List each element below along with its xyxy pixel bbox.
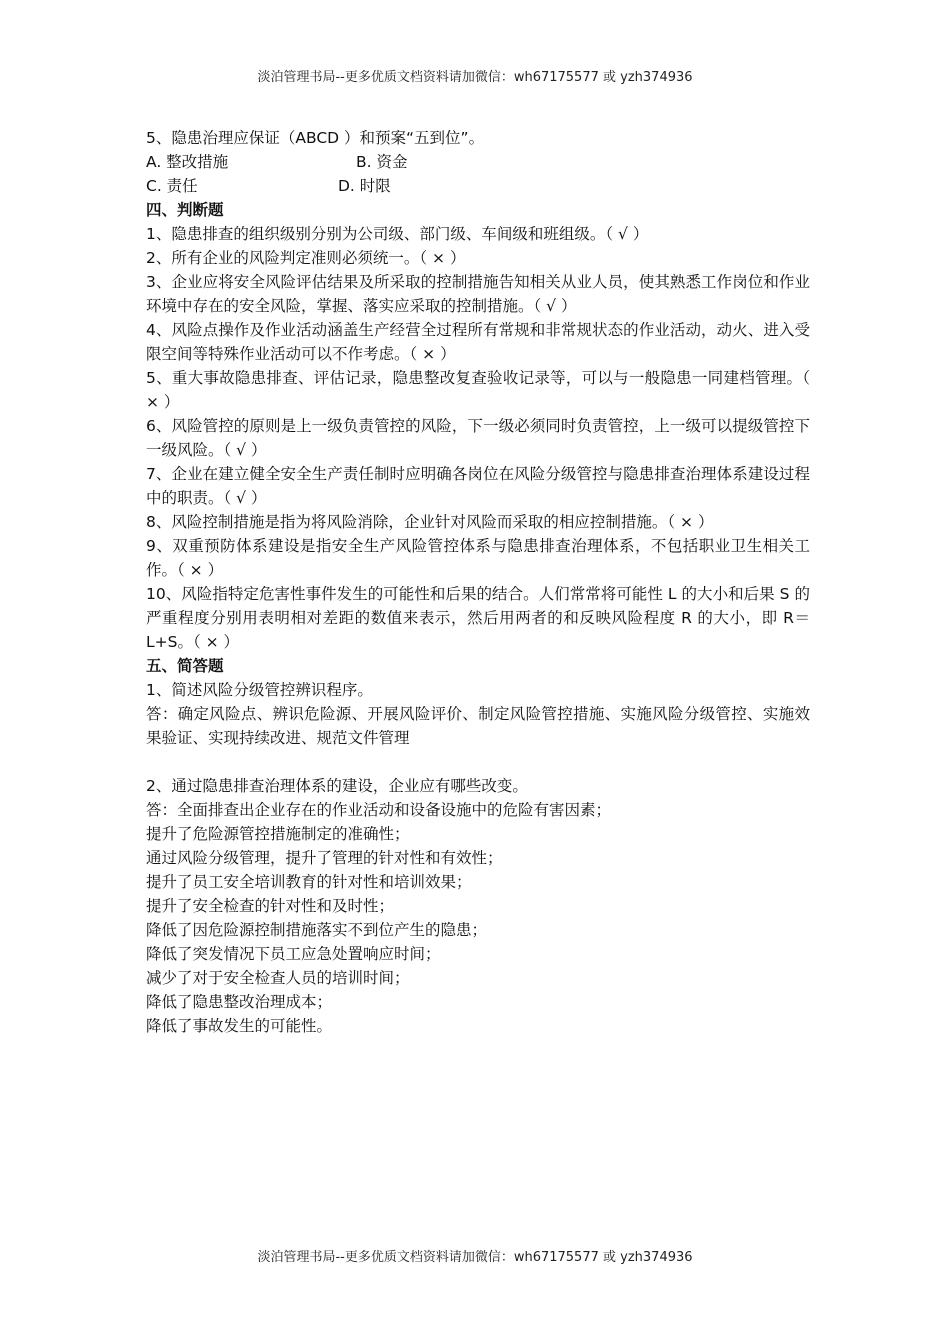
judge-item-7: 7、企业在建立健全安全生产责任制时应明确各岗位在风险分级管控与隐患排查治理体系建设过程中的职责。（ √ ） [146, 465, 810, 507]
page-footer: 淡泊管理书局--更多优质文档资料请加微信：wh67175577 或 yzh374936 [257, 1250, 693, 1265]
option-d: D. 时限 [338, 177, 391, 195]
short-question-2: 2、通过隐患排查治理体系的建设，企业应有哪些改变。 [146, 777, 528, 795]
short-answer-2-line: 降低了因危险源控制措施落实不到位产生的隐患； [146, 921, 488, 939]
short-answer-2-line: 降低了隐患整改治理成本； [146, 993, 333, 1011]
option-c: C. 责任 [146, 177, 198, 195]
option-a: A. 整改措施 [146, 153, 229, 171]
short-answer-2-line: 降低了事故发生的可能性。 [146, 1017, 333, 1035]
short-answer-1: 答：确定风险点、辨识危险源、开展风险评价、制定风险管控措施、实施风险分级管控、实施效果验证、实现持续改进、规范文件管理 [146, 705, 810, 747]
paragraph-gap [146, 750, 810, 774]
judge-item-6: 6、风险管控的原则是上一级负责管控的风险，下一级必须同时负责管控，上一级可以提级管控下一级风险。（ √ ） [146, 417, 810, 459]
page-header: 淡泊管理书局--更多优质文档资料请加微信：wh67175577 或 yzh374936 [257, 70, 693, 85]
section-heading-judge: 四、判断题 [146, 201, 224, 219]
judge-item-2: 2、所有企业的风险判定准则必须统一。（ × ） [146, 249, 466, 267]
choice-options-row-1 [146, 150, 810, 174]
judge-item-1: 1、隐患排查的组织级别分别为公司级、部门级、车间级和班组级。（ √ ） [146, 225, 649, 243]
short-answer-2-line: 通过风险分级管理，提升了管理的针对性和有效性； [146, 849, 503, 867]
choice-options-row-2 [146, 174, 810, 198]
short-answer-2-line: 提升了危险源管控措施制定的准确性； [146, 825, 410, 843]
short-question-1: 1、简述风险分级管控辨识程序。 [146, 681, 373, 699]
short-answer-2-line: 提升了安全检查的针对性和及时性； [146, 897, 395, 915]
document-body [146, 126, 810, 1038]
judge-item-3: 3、企业应将安全风险评估结果及所采取的控制措施告知相关从业人员，使其熟悉工作岗位和作业环境中存在的安全风险，掌握、落实应采取的控制措施。（ √ ） [146, 273, 810, 315]
choice-question-5: 5、隐患治理应保证（ABCD ）和预案“五到位”。 [146, 129, 485, 147]
judge-item-9: 9、双重预防体系建设是指安全生产风险管控体系与隐患排查治理体系，不包括职业卫生相关工作。（ × ） [146, 537, 810, 579]
short-answer-2-line: 提升了员工安全培训教育的针对性和培训效果； [146, 873, 472, 891]
section-heading-short-answer: 五、简答题 [146, 657, 224, 675]
short-answer-2-line: 答：全面排查出企业存在的作业活动和设备设施中的危险有害因素； [146, 801, 612, 819]
judge-item-5: 5、重大事故隐患排查、评估记录，隐患整改复查验收记录等，可以与一般隐患一同建档管理。（ × ） [146, 369, 810, 411]
short-answer-2-line: 减少了对于安全检查人员的培训时间； [146, 969, 410, 987]
judge-item-8: 8、风险控制措施是指为将风险消除，企业针对风险而采取的相应控制措施。（ × ） [146, 513, 714, 531]
judge-item-10: 10、风险指特定危害性事件发生的可能性和后果的结合。人们常常将可能性 L 的大小和后果 S 的严重程度分别用表明相对差距的数值来表示，然后用两者的和反映风险程度 R 的大小，即 R＝L+S。（ × ） [146, 585, 810, 651]
option-b: B. 资金 [356, 153, 408, 171]
judge-item-4: 4、风险点操作及作业活动涵盖生产经营全过程所有常规和非常规状态的作业活动，动火、进入受限空间等特殊作业活动可以不作考虑。（ × ） [146, 321, 810, 363]
short-answer-2-line: 降低了突发情况下员工应急处置响应时间； [146, 945, 441, 963]
